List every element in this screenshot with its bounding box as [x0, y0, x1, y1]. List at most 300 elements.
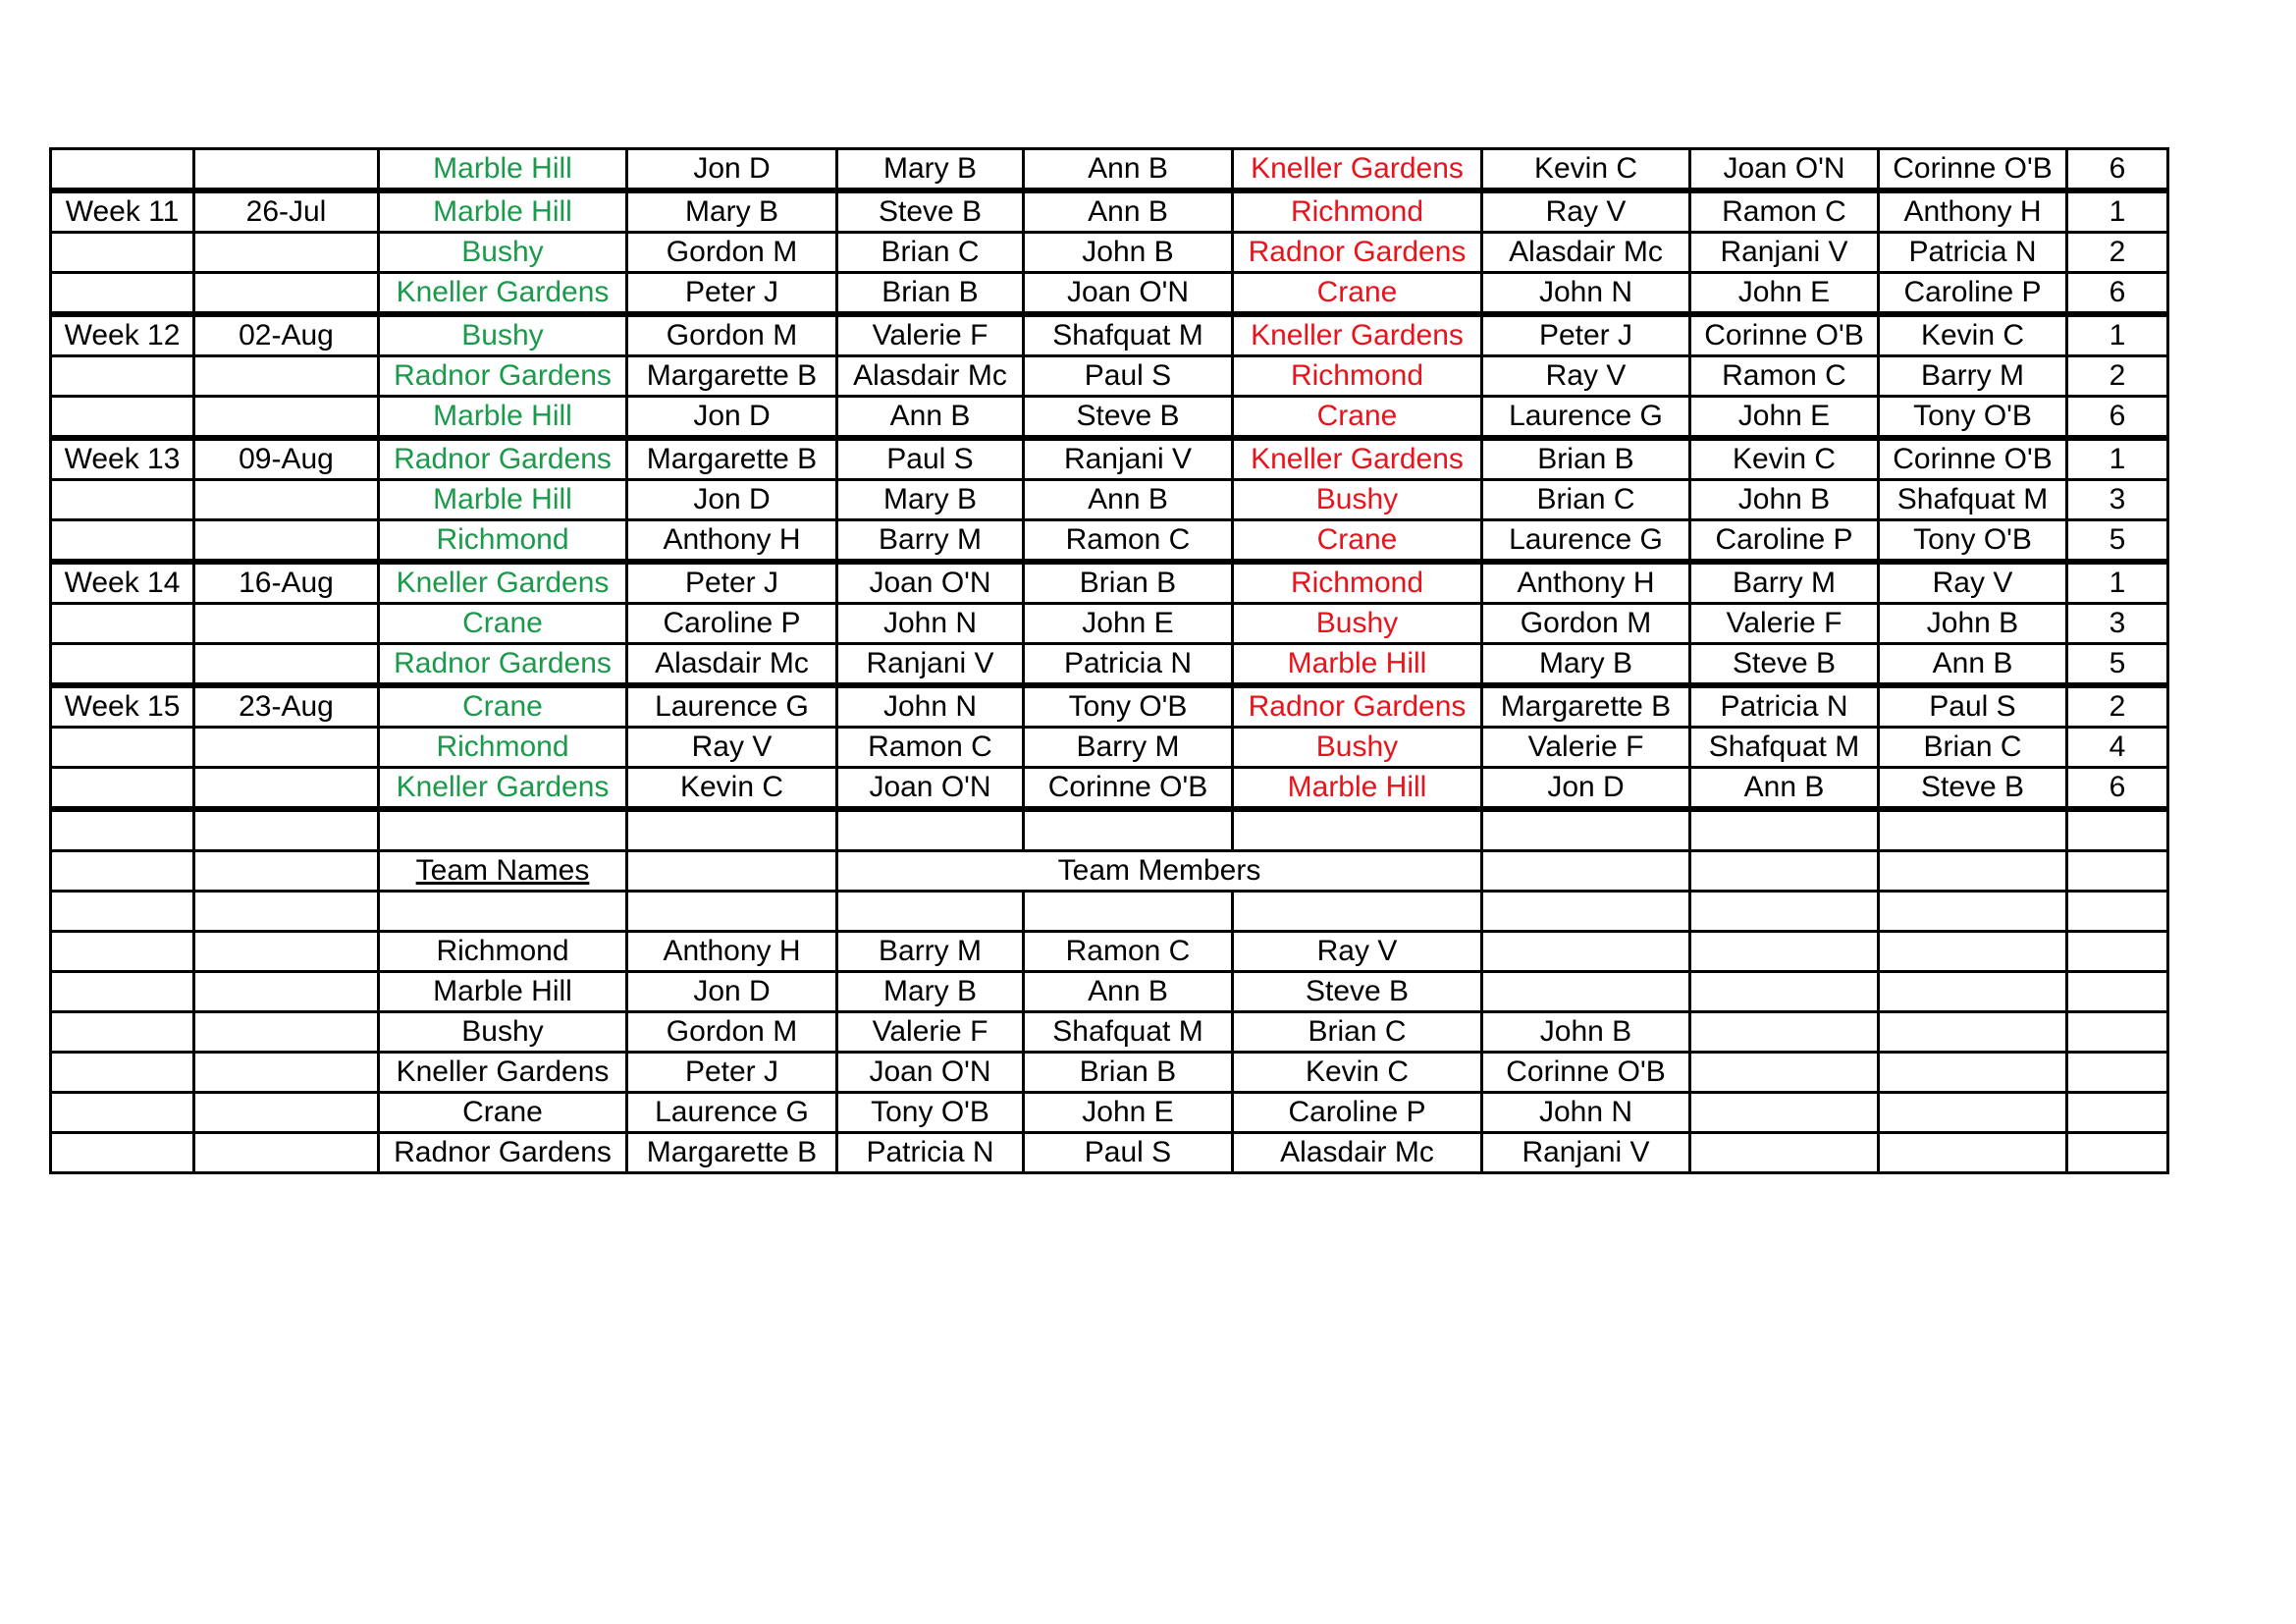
- team-name-cell: Kneller Gardens: [379, 1053, 627, 1093]
- home-team-cell: Radnor Gardens: [379, 644, 627, 686]
- home-player-cell: Ann B: [1024, 190, 1233, 233]
- spacer-row: [51, 809, 2168, 851]
- rink-cell: 4: [2067, 728, 2168, 768]
- empty-cell: [627, 809, 837, 851]
- empty-cell: [51, 851, 194, 892]
- away-player-cell: Ray V: [1879, 562, 2067, 604]
- empty-cell: [1879, 809, 2067, 851]
- empty-cell: [837, 892, 1024, 932]
- team-name-cell: Crane: [379, 1093, 627, 1133]
- week-cell: [51, 480, 194, 520]
- fixture-row: [51, 233, 2168, 273]
- away-player-cell: Joan O'N: [1690, 149, 1879, 191]
- fixture-row: [51, 480, 2168, 520]
- empty-cell: [1879, 1012, 2067, 1053]
- week-cell: [51, 356, 194, 397]
- empty-cell: [2067, 1133, 2168, 1173]
- rink-cell: 1: [2067, 314, 2168, 356]
- week-cell: Week 15: [51, 685, 194, 728]
- home-player-cell: John B: [1024, 233, 1233, 273]
- week-cell: Week 14: [51, 562, 194, 604]
- rink-cell: 5: [2067, 644, 2168, 686]
- rink-cell: 3: [2067, 604, 2168, 644]
- home-player-cell: Alasdair Mc: [837, 356, 1024, 397]
- away-player-cell: Alasdair Mc: [1482, 233, 1690, 273]
- empty-cell: [1879, 1053, 2067, 1093]
- away-team-cell: Marble Hill: [1233, 768, 1482, 810]
- team-member-cell: Patricia N: [837, 1133, 1024, 1173]
- team-member-cell: Gordon M: [627, 1012, 837, 1053]
- empty-cell: [2067, 932, 2168, 972]
- home-team-cell: Richmond: [379, 728, 627, 768]
- team-row: [51, 1012, 2168, 1053]
- away-player-cell: Brian C: [1879, 728, 2067, 768]
- date-cell: [194, 273, 379, 315]
- week-cell: [51, 273, 194, 315]
- empty-cell: [1690, 851, 1879, 892]
- home-player-cell: Mary B: [837, 149, 1024, 191]
- home-player-cell: Ranjani V: [1024, 438, 1233, 480]
- team-row: [51, 932, 2168, 972]
- date-cell: [194, 644, 379, 686]
- away-player-cell: Corinne O'B: [1879, 438, 2067, 480]
- home-player-cell: Jon D: [627, 480, 837, 520]
- rink-cell: 1: [2067, 190, 2168, 233]
- week-cell: [51, 397, 194, 439]
- empty-cell: [51, 972, 194, 1012]
- empty-cell: [1482, 892, 1690, 932]
- away-player-cell: Laurence G: [1482, 520, 1690, 563]
- empty-cell: [51, 1133, 194, 1173]
- home-player-cell: Barry M: [837, 520, 1024, 563]
- empty-cell: [1233, 892, 1482, 932]
- home-player-cell: Anthony H: [627, 520, 837, 563]
- team-names-heading: Team Names: [379, 851, 627, 892]
- home-team-cell: Bushy: [379, 314, 627, 356]
- team-member-cell: Barry M: [837, 932, 1024, 972]
- date-cell: [194, 604, 379, 644]
- away-player-cell: Anthony H: [1482, 562, 1690, 604]
- away-team-cell: Kneller Gardens: [1233, 438, 1482, 480]
- fixture-row: [51, 604, 2168, 644]
- empty-cell: [194, 972, 379, 1012]
- empty-cell: [194, 809, 379, 851]
- team-member-cell: Steve B: [1233, 972, 1482, 1012]
- away-player-cell: John E: [1690, 397, 1879, 439]
- away-player-cell: Gordon M: [1482, 604, 1690, 644]
- rink-cell: 2: [2067, 233, 2168, 273]
- away-player-cell: Valerie F: [1690, 604, 1879, 644]
- empty-cell: [1024, 809, 1233, 851]
- empty-cell: [1879, 892, 2067, 932]
- empty-cell: [2067, 809, 2168, 851]
- home-player-cell: Mary B: [837, 480, 1024, 520]
- empty-cell: [1690, 1093, 1879, 1133]
- rink-cell: 5: [2067, 520, 2168, 563]
- away-player-cell: Patricia N: [1690, 685, 1879, 728]
- away-player-cell: Corinne O'B: [1690, 314, 1879, 356]
- team-name-cell: Marble Hill: [379, 972, 627, 1012]
- team-member-cell: Ray V: [1233, 932, 1482, 972]
- home-player-cell: Peter J: [627, 562, 837, 604]
- home-player-cell: Ann B: [1024, 480, 1233, 520]
- away-player-cell: Mary B: [1482, 644, 1690, 686]
- date-cell: [194, 520, 379, 563]
- home-team-cell: Richmond: [379, 520, 627, 563]
- away-player-cell: Corinne O'B: [1879, 149, 2067, 191]
- home-team-cell: Radnor Gardens: [379, 356, 627, 397]
- away-player-cell: Margarette B: [1482, 685, 1690, 728]
- home-player-cell: Peter J: [627, 273, 837, 315]
- away-team-cell: Radnor Gardens: [1233, 233, 1482, 273]
- away-player-cell: Tony O'B: [1879, 520, 2067, 563]
- away-team-cell: Radnor Gardens: [1233, 685, 1482, 728]
- fixture-row: [51, 644, 2168, 686]
- date-cell: 16-Aug: [194, 562, 379, 604]
- date-cell: 09-Aug: [194, 438, 379, 480]
- away-team-cell: Crane: [1233, 273, 1482, 315]
- away-player-cell: John B: [1879, 604, 2067, 644]
- home-player-cell: Gordon M: [627, 314, 837, 356]
- empty-cell: [194, 1012, 379, 1053]
- away-player-cell: Shafquat M: [1690, 728, 1879, 768]
- team-name-cell: Bushy: [379, 1012, 627, 1053]
- rink-cell: 6: [2067, 768, 2168, 810]
- team-member-cell: Jon D: [627, 972, 837, 1012]
- team-member-cell: Brian C: [1233, 1012, 1482, 1053]
- fixtures-sheet: [49, 147, 2169, 1174]
- empty-cell: [1690, 972, 1879, 1012]
- date-cell: [194, 149, 379, 191]
- empty-cell: [1879, 1093, 2067, 1133]
- fixture-row: [51, 397, 2168, 439]
- empty-cell: [1690, 1133, 1879, 1173]
- away-player-cell: Ann B: [1879, 644, 2067, 686]
- fixture-row: [51, 314, 2168, 356]
- rink-cell: 2: [2067, 685, 2168, 728]
- fixture-row: [51, 562, 2168, 604]
- fixture-row: [51, 520, 2168, 563]
- home-player-cell: Ann B: [1024, 149, 1233, 191]
- empty-cell: [2067, 972, 2168, 1012]
- empty-cell: [51, 932, 194, 972]
- away-player-cell: Ramon C: [1690, 190, 1879, 233]
- home-team-cell: Marble Hill: [379, 190, 627, 233]
- away-player-cell: Ray V: [1482, 356, 1690, 397]
- team-member-cell: Margarette B: [627, 1133, 837, 1173]
- team-member-cell: Peter J: [627, 1053, 837, 1093]
- home-team-cell: Crane: [379, 604, 627, 644]
- away-player-cell: Shafquat M: [1879, 480, 2067, 520]
- away-team-cell: Crane: [1233, 397, 1482, 439]
- home-player-cell: Laurence G: [627, 685, 837, 728]
- home-player-cell: John N: [837, 685, 1024, 728]
- home-player-cell: Joan O'N: [837, 562, 1024, 604]
- empty-cell: [627, 892, 837, 932]
- away-player-cell: Peter J: [1482, 314, 1690, 356]
- home-player-cell: Patricia N: [1024, 644, 1233, 686]
- date-cell: [194, 768, 379, 810]
- empty-cell: [194, 932, 379, 972]
- team-member-cell: [1482, 932, 1690, 972]
- team-member-cell: John N: [1482, 1093, 1690, 1133]
- home-team-cell: Marble Hill: [379, 397, 627, 439]
- empty-cell: [194, 851, 379, 892]
- date-cell: 02-Aug: [194, 314, 379, 356]
- home-player-cell: John E: [1024, 604, 1233, 644]
- team-member-cell: Valerie F: [837, 1012, 1024, 1053]
- team-row: [51, 972, 2168, 1012]
- home-player-cell: Steve B: [1024, 397, 1233, 439]
- home-player-cell: Brian C: [837, 233, 1024, 273]
- away-player-cell: John E: [1690, 273, 1879, 315]
- team-member-cell: Ann B: [1024, 972, 1233, 1012]
- away-team-cell: Richmond: [1233, 562, 1482, 604]
- away-player-cell: Kevin C: [1482, 149, 1690, 191]
- away-player-cell: Patricia N: [1879, 233, 2067, 273]
- team-member-cell: [1482, 972, 1690, 1012]
- week-cell: [51, 728, 194, 768]
- away-player-cell: Brian B: [1482, 438, 1690, 480]
- fixture-row: [51, 273, 2168, 315]
- team-member-cell: Tony O'B: [837, 1093, 1024, 1133]
- rink-cell: 6: [2067, 273, 2168, 315]
- home-player-cell: Joan O'N: [1024, 273, 1233, 315]
- week-cell: Week 13: [51, 438, 194, 480]
- rink-cell: 6: [2067, 149, 2168, 191]
- home-player-cell: Ann B: [837, 397, 1024, 439]
- away-player-cell: Ray V: [1482, 190, 1690, 233]
- team-member-cell: Mary B: [837, 972, 1024, 1012]
- date-cell: 23-Aug: [194, 685, 379, 728]
- away-player-cell: Laurence G: [1482, 397, 1690, 439]
- empty-cell: [194, 1053, 379, 1093]
- away-team-cell: Richmond: [1233, 356, 1482, 397]
- empty-cell: [379, 892, 627, 932]
- empty-cell: [1879, 1133, 2067, 1173]
- rink-cell: 2: [2067, 356, 2168, 397]
- away-player-cell: Caroline P: [1879, 273, 2067, 315]
- away-player-cell: Brian C: [1482, 480, 1690, 520]
- home-player-cell: Barry M: [1024, 728, 1233, 768]
- empty-cell: [51, 1093, 194, 1133]
- date-cell: [194, 397, 379, 439]
- home-player-cell: Margarette B: [627, 356, 837, 397]
- team-members-heading: Team Members: [837, 851, 1482, 892]
- team-member-cell: Paul S: [1024, 1133, 1233, 1173]
- week-cell: [51, 520, 194, 563]
- week-cell: [51, 149, 194, 191]
- team-member-cell: Alasdair Mc: [1233, 1133, 1482, 1173]
- home-player-cell: Ranjani V: [837, 644, 1024, 686]
- fixture-row: [51, 768, 2168, 810]
- team-name-cell: Radnor Gardens: [379, 1133, 627, 1173]
- empty-cell: [1482, 809, 1690, 851]
- empty-cell: [51, 809, 194, 851]
- home-player-cell: Shafquat M: [1024, 314, 1233, 356]
- team-member-cell: John E: [1024, 1093, 1233, 1133]
- home-player-cell: Ramon C: [1024, 520, 1233, 563]
- empty-cell: [1024, 892, 1233, 932]
- team-row: [51, 1053, 2168, 1093]
- away-team-cell: Kneller Gardens: [1233, 149, 1482, 191]
- empty-cell: [2067, 1012, 2168, 1053]
- empty-cell: [2067, 892, 2168, 932]
- team-row: [51, 1093, 2168, 1133]
- away-player-cell: Ranjani V: [1690, 233, 1879, 273]
- empty-cell: [1690, 1012, 1879, 1053]
- empty-cell: [51, 1053, 194, 1093]
- date-cell: [194, 356, 379, 397]
- home-player-cell: Valerie F: [837, 314, 1024, 356]
- away-team-cell: Bushy: [1233, 480, 1482, 520]
- team-member-cell: Joan O'N: [837, 1053, 1024, 1093]
- week-cell: [51, 644, 194, 686]
- home-team-cell: Radnor Gardens: [379, 438, 627, 480]
- empty-cell: [51, 892, 194, 932]
- home-player-cell: Paul S: [1024, 356, 1233, 397]
- home-player-cell: John N: [837, 604, 1024, 644]
- home-player-cell: Jon D: [627, 149, 837, 191]
- home-player-cell: Ramon C: [837, 728, 1024, 768]
- home-player-cell: Alasdair Mc: [627, 644, 837, 686]
- empty-cell: [1233, 809, 1482, 851]
- away-player-cell: John N: [1482, 273, 1690, 315]
- fixture-row: [51, 190, 2168, 233]
- team-member-cell: Brian B: [1024, 1053, 1233, 1093]
- home-team-cell: Kneller Gardens: [379, 562, 627, 604]
- home-team-cell: Marble Hill: [379, 480, 627, 520]
- away-player-cell: Steve B: [1879, 768, 2067, 810]
- away-team-cell: Crane: [1233, 520, 1482, 563]
- week-cell: [51, 768, 194, 810]
- home-player-cell: Margarette B: [627, 438, 837, 480]
- empty-cell: [379, 809, 627, 851]
- empty-cell: [194, 1093, 379, 1133]
- team-member-cell: John B: [1482, 1012, 1690, 1053]
- home-team-cell: Kneller Gardens: [379, 273, 627, 315]
- team-member-cell: Ranjani V: [1482, 1133, 1690, 1173]
- team-row: [51, 1133, 2168, 1173]
- empty-cell: [194, 892, 379, 932]
- team-member-cell: Ramon C: [1024, 932, 1233, 972]
- sheet-body: [51, 149, 2168, 1173]
- empty-cell: [1690, 932, 1879, 972]
- away-player-cell: Barry M: [1690, 562, 1879, 604]
- empty-cell: [2067, 851, 2168, 892]
- team-member-cell: Shafquat M: [1024, 1012, 1233, 1053]
- home-team-cell: Crane: [379, 685, 627, 728]
- team-name-cell: Richmond: [379, 932, 627, 972]
- home-player-cell: Jon D: [627, 397, 837, 439]
- away-player-cell: Steve B: [1690, 644, 1879, 686]
- fixture-row: [51, 149, 2168, 191]
- empty-cell: [1690, 892, 1879, 932]
- empty-cell: [51, 1012, 194, 1053]
- home-player-cell: Tony O'B: [1024, 685, 1233, 728]
- away-player-cell: Ann B: [1690, 768, 1879, 810]
- away-team-cell: Marble Hill: [1233, 644, 1482, 686]
- empty-cell: [2067, 1093, 2168, 1133]
- home-player-cell: Paul S: [837, 438, 1024, 480]
- home-player-cell: Ray V: [627, 728, 837, 768]
- home-player-cell: Caroline P: [627, 604, 837, 644]
- empty-cell: [1482, 851, 1690, 892]
- fixture-row: [51, 685, 2168, 728]
- date-cell: 26-Jul: [194, 190, 379, 233]
- away-team-cell: Richmond: [1233, 190, 1482, 233]
- week-cell: Week 11: [51, 190, 194, 233]
- away-player-cell: Tony O'B: [1879, 397, 2067, 439]
- home-team-cell: Bushy: [379, 233, 627, 273]
- away-player-cell: Valerie F: [1482, 728, 1690, 768]
- team-member-cell: Kevin C: [1233, 1053, 1482, 1093]
- week-cell: [51, 604, 194, 644]
- away-player-cell: Barry M: [1879, 356, 2067, 397]
- home-player-cell: Mary B: [627, 190, 837, 233]
- away-player-cell: John B: [1690, 480, 1879, 520]
- empty-cell: [837, 809, 1024, 851]
- home-player-cell: Brian B: [1024, 562, 1233, 604]
- away-player-cell: Kevin C: [1879, 314, 2067, 356]
- team-member-cell: Caroline P: [1233, 1093, 1482, 1133]
- empty-cell: [194, 1133, 379, 1173]
- fixture-row: [51, 728, 2168, 768]
- team-header-row: [51, 851, 2168, 892]
- empty-cell: [1690, 809, 1879, 851]
- date-cell: [194, 233, 379, 273]
- away-player-cell: Ramon C: [1690, 356, 1879, 397]
- empty-cell: [1879, 932, 2067, 972]
- home-player-cell: Steve B: [837, 190, 1024, 233]
- empty-cell: [627, 851, 837, 892]
- home-player-cell: Corinne O'B: [1024, 768, 1233, 810]
- rink-cell: 1: [2067, 438, 2168, 480]
- week-cell: Week 12: [51, 314, 194, 356]
- rink-cell: 6: [2067, 397, 2168, 439]
- team-member-cell: Corinne O'B: [1482, 1053, 1690, 1093]
- away-player-cell: Kevin C: [1690, 438, 1879, 480]
- empty-cell: [1879, 972, 2067, 1012]
- away-player-cell: Caroline P: [1690, 520, 1879, 563]
- home-player-cell: Brian B: [837, 273, 1024, 315]
- fixture-row: [51, 438, 2168, 480]
- away-team-cell: Bushy: [1233, 728, 1482, 768]
- spacer-row: [51, 892, 2168, 932]
- home-player-cell: Gordon M: [627, 233, 837, 273]
- away-team-cell: Bushy: [1233, 604, 1482, 644]
- team-member-cell: Laurence G: [627, 1093, 837, 1133]
- empty-cell: [2067, 1053, 2168, 1093]
- rink-cell: 1: [2067, 562, 2168, 604]
- week-cell: [51, 233, 194, 273]
- away-player-cell: Jon D: [1482, 768, 1690, 810]
- team-member-cell: Anthony H: [627, 932, 837, 972]
- rink-cell: 3: [2067, 480, 2168, 520]
- away-team-cell: Kneller Gardens: [1233, 314, 1482, 356]
- home-player-cell: Joan O'N: [837, 768, 1024, 810]
- empty-cell: [1879, 851, 2067, 892]
- home-team-cell: Marble Hill: [379, 149, 627, 191]
- fixture-row: [51, 356, 2168, 397]
- home-team-cell: Kneller Gardens: [379, 768, 627, 810]
- date-cell: [194, 728, 379, 768]
- empty-cell: [1690, 1053, 1879, 1093]
- away-player-cell: Anthony H: [1879, 190, 2067, 233]
- away-player-cell: Paul S: [1879, 685, 2067, 728]
- date-cell: [194, 480, 379, 520]
- home-player-cell: Kevin C: [627, 768, 837, 810]
